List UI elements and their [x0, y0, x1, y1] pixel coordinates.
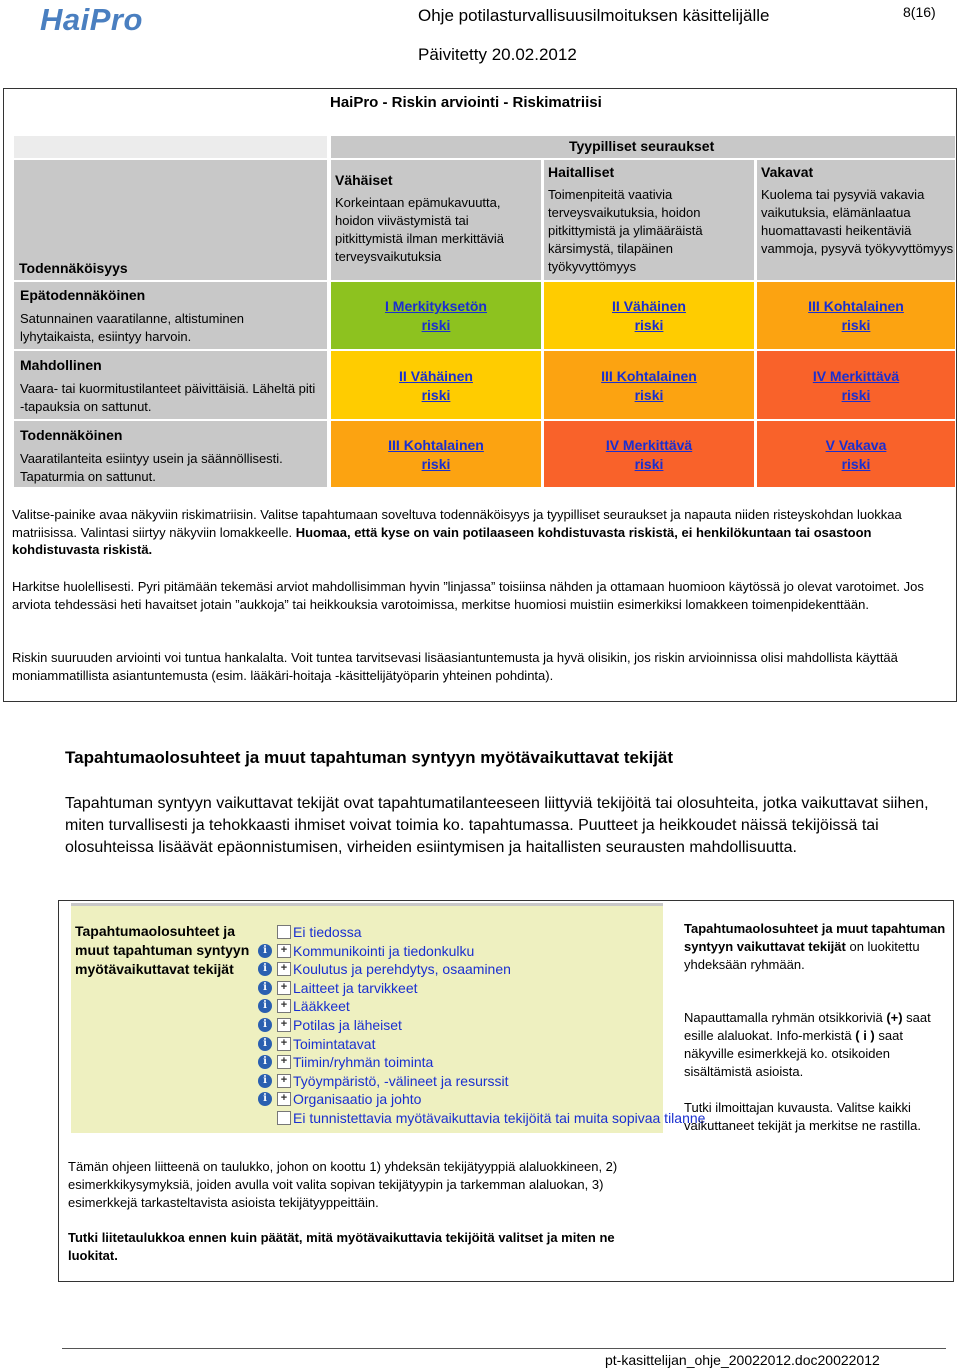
- right-p2-plus: (+): [886, 1010, 903, 1025]
- right-p1-text: on luokitettu yhdeksään ryhmään.: [684, 939, 920, 972]
- factor-option-label[interactable]: Ei tunnistettavia myötävaikuttavia tekijöitä tai muita sopivaa tilanne: [293, 1110, 706, 1126]
- info-icon[interactable]: i: [258, 1074, 272, 1088]
- footer-filename: pt-kasittelijan_ohje_20022012.doc20022012: [605, 1352, 880, 1368]
- risk-cell-r1-c2[interactable]: [544, 282, 754, 349]
- expand-plus-icon[interactable]: +: [277, 1037, 291, 1051]
- row-header-mahdollinen: [14, 351, 327, 419]
- risk-cell-r3-c2[interactable]: [544, 421, 754, 487]
- risk-label[interactable]: riski: [634, 317, 664, 333]
- risk-label[interactable]: riski: [841, 317, 871, 333]
- checkbox[interactable]: [277, 925, 291, 939]
- instruction-note: Huomaa, että kyse on vain potilaaseen kohdistuvasta riskistä, ei henkilökuntaan tai osastoon kohdistuvasta riskistä.: [12, 524, 872, 557]
- risk-cell-r1-c3[interactable]: [757, 282, 955, 349]
- factor-option-label[interactable]: Ei tiedossa: [293, 924, 362, 940]
- risk-level-link[interactable]: IV Merkittävä: [605, 437, 693, 453]
- column-desc: Toimenpiteitä vaativia terveysvaikutuksia, hoidon pitkittymistä ja ylimääräistä kärsimystä, tilapäinen työkyvyttömyys: [548, 187, 703, 274]
- column-header-vahaiset: [331, 160, 541, 280]
- column-desc: Korkeintaan epämukavuutta, hoidon viivästymistä tai pitkittymistä ilman merkittäviä terveysvaikutuksia: [335, 195, 505, 264]
- factor-option-label[interactable]: Kommunikointi ja tiedonkulku: [293, 942, 475, 959]
- risk-level-link[interactable]: III Kohtalainen: [388, 437, 484, 453]
- risk-level-link[interactable]: V Vakava: [825, 437, 887, 453]
- probability-header-cell: [14, 160, 327, 280]
- risk-level-link[interactable]: I Merkityksetön: [385, 298, 487, 314]
- right-p2-a: Napauttamalla ryhmän otsikkoriviä: [684, 1010, 887, 1025]
- consequences-header-cell: [331, 136, 955, 158]
- risk-label[interactable]: riski: [421, 387, 451, 403]
- risk-level-link[interactable]: II Vähäinen: [399, 368, 473, 384]
- risk-label[interactable]: riski: [421, 317, 451, 333]
- right-paragraph-2: [684, 1009, 946, 1081]
- right-p2-e: saat näkyville esimerkkejä ko. otsikoiden sisältämistä asioista.: [684, 1028, 903, 1079]
- risk-label[interactable]: riski: [634, 387, 664, 403]
- row-desc: Satunnainen vaaratilanne, altistuminen lyhytaikaista, esiintyy harvoin.: [20, 311, 245, 344]
- risk-level-link[interactable]: IV Merkittävä: [812, 368, 900, 384]
- factor-option-label[interactable]: Organisaatio ja johto: [293, 1091, 422, 1108]
- row-desc: Vaaratilanteita esiintyy usein ja säännöllisesti. Tapaturmia on sattunut.: [20, 451, 283, 484]
- right-p2-c: saat esille alaluokat. Info-merkistä: [684, 1010, 931, 1043]
- risk-cell-r2-c1[interactable]: [331, 351, 541, 419]
- info-icon[interactable]: i: [258, 981, 272, 995]
- risk-level-link[interactable]: III Kohtalainen: [808, 298, 904, 314]
- expand-plus-icon[interactable]: +: [277, 981, 291, 995]
- factors-panel-title: Tapahtumaolosuhteet ja muut tapahtuman syntyyn myötävaikuttavat tekijät: [75, 923, 250, 977]
- risk-label[interactable]: riski: [841, 387, 871, 403]
- row-title: Todennäköinen: [20, 427, 123, 443]
- document-updated-date: Päivitetty 20.02.2012: [418, 45, 577, 64]
- expand-plus-icon[interactable]: +: [277, 1092, 291, 1106]
- factor-option-label[interactable]: Koulutus ja perehdytys, osaaminen: [293, 961, 511, 978]
- info-icon[interactable]: i: [258, 944, 272, 958]
- row-title: Mahdollinen: [20, 357, 102, 373]
- risk-cell-r2-c3[interactable]: [757, 351, 955, 419]
- consider-paragraph: Harkitse huolellisesti. Pyri pitämään tekemäsi arviot mahdollisimman hyvin ”linjassa” toisiinsa nähden ja ottamaan huomioon käytössä jo olevat varotoimet. Jos arviota tehdessäsi heti havaitset jotain ”aukkoja” tai heikkouksia varotoimissa, merkitse huomiosi muistiin esimerkiksi lomakkeen toimenpidekenttään.: [12, 579, 924, 612]
- expand-plus-icon[interactable]: +: [277, 999, 291, 1013]
- expand-plus-icon[interactable]: +: [277, 1018, 291, 1032]
- row-header-epatodennakoinen: [14, 282, 327, 349]
- instruction-text: Valitse-painike avaa näkyviin riskimatriisin. Valitse tapahtumaan soveltuva todennäköisyys ja tyypilliset seuraukset ja napauta niiden risteyskohdan luokkaa matriisissa. Valintasi siirtyy näkyviin lomakkeelle.: [12, 507, 902, 540]
- column-header-vakavat: [757, 160, 955, 280]
- page-number: 8(16): [903, 4, 936, 20]
- factor-option-label[interactable]: Lääkkeet: [293, 998, 350, 1015]
- probability-header: Todennäköisyys: [19, 260, 128, 276]
- assessment-paragraph: Riskin suuruuden arviointi voi tuntua hankalalta. Voit tuntea tarvitsevasi lisäasiantuntemusta ja hyvä olisikin, jos riskin arvioinnissa olisi mahdollista käyttää moniammatillista asiantuntemusta (esim. lääkäri-hoitaja -käsittelijätyöparin yhteinen pohdinta).: [12, 650, 898, 683]
- matrix-corner: [14, 136, 327, 158]
- right-p1-bold: Tapahtumaolosuhteet ja muut tapahtuman syntyyn vaikuttavat tekijät: [684, 921, 946, 954]
- factor-option-label[interactable]: Tiimin/ryhmän toiminta: [293, 1054, 434, 1071]
- row-header-todennakoinen: [14, 421, 327, 487]
- expand-plus-icon[interactable]: +: [277, 1055, 291, 1069]
- risk-cell-r1-c1[interactable]: [331, 282, 541, 349]
- risk-level-link[interactable]: III Kohtalainen: [601, 368, 697, 384]
- document-title: Ohje potilasturvallisuusilmoituksen käsittelijälle: [418, 6, 770, 25]
- attachment-note: Tutki liitetaulukkoa ennen kuin päätät, mitä myötävaikuttavia tekijöitä valitset ja miten ne luokitat.: [68, 1230, 615, 1263]
- column-title: Vakavat: [761, 164, 814, 180]
- column-title: Vähäiset: [335, 172, 393, 188]
- info-icon[interactable]: i: [258, 1018, 272, 1032]
- checkbox[interactable]: [277, 1111, 291, 1125]
- row-desc: Vaara- tai kuormitustilanteet päivittäisiä. Läheltä piti -tapauksia on sattunut.: [20, 381, 316, 414]
- info-icon[interactable]: i: [258, 999, 272, 1013]
- info-icon[interactable]: i: [258, 1055, 272, 1069]
- attachment-paragraph: Tämän ohjeen liitteenä on taulukko, johon on koottu 1) yhdeksän tekijätyyppiä alaluokkineen, 2) esimerkkikysymyksiä, joiden avulla voit valita sopivan tekijätyypin ja tarkemman alaluokan, 3) esimerkkejä tarkasteltavista asioista tekijätyyppeittäin.: [68, 1159, 618, 1210]
- right-paragraph-1: [684, 920, 946, 974]
- risk-cell-r3-c3[interactable]: [757, 421, 955, 487]
- right-p2-info: ( i ): [855, 1028, 875, 1043]
- column-title: Haitalliset: [548, 164, 615, 180]
- expand-plus-icon[interactable]: +: [277, 1074, 291, 1088]
- column-header-haitalliset: [544, 160, 754, 280]
- factor-option-label[interactable]: Toimintatavat: [293, 1035, 376, 1052]
- risk-label[interactable]: riski: [421, 456, 451, 472]
- haipro-logo: HaiPro: [40, 2, 143, 37]
- factor-option-label[interactable]: Työympäristö, -välineet ja resurssit: [293, 1072, 509, 1089]
- right-paragraph-3: Tutki ilmoittajan kuvausta. Valitse kaikki vaikuttaneet tekijät ja merkitse ne rastilla.: [684, 1100, 921, 1133]
- risk-cell-r2-c2[interactable]: [544, 351, 754, 419]
- section-heading: Tapahtumaolosuhteet ja muut tapahtuman syntyyn myötävaikuttavat tekijät: [65, 748, 674, 767]
- row-title: Epätodennäköinen: [20, 287, 146, 303]
- risk-label[interactable]: riski: [841, 456, 871, 472]
- info-icon[interactable]: i: [258, 1092, 272, 1106]
- info-icon[interactable]: i: [258, 962, 272, 976]
- risk-label[interactable]: riski: [634, 456, 664, 472]
- column-desc: Kuolema tai pysyviä vakavia vaikutuksia, elämänlaatua huomattavasti heikentäviä vammoja, pysyvä työkyvyttömyys: [761, 187, 954, 256]
- expand-plus-icon[interactable]: +: [277, 962, 291, 976]
- expand-plus-icon[interactable]: +: [277, 944, 291, 958]
- matrix-title: HaiPro - Riskin arviointi - Riskimatriisi: [330, 94, 602, 111]
- info-icon[interactable]: i: [258, 1037, 272, 1051]
- risk-level-link[interactable]: II Vähäinen: [612, 298, 686, 314]
- section-paragraph: Tapahtuman syntyyn vaikuttavat tekijät ovat tapahtumatilanteeseen liittyviä tekijöitä tai olosuhteita, jotka vaikuttavat siihen, miten turvallisesti ja tehokkaasti ihmiset voivat toimia ko. tapahtumassa. Puutteet ja heikkoudet näissä tekijöissä tai olosuhteissa lisäävät epäonnistumisen, virheiden esiintymisen ja haitallisten seurausten mahdollisuutta.: [65, 795, 929, 856]
- footer-divider: [62, 1348, 946, 1349]
- factor-option-label[interactable]: Laitteet ja tarvikkeet: [293, 979, 418, 996]
- risk-cell-r3-c1[interactable]: [331, 421, 541, 487]
- matrix-instruction-paragraph: [12, 506, 947, 559]
- factor-option-label[interactable]: Potilas ja läheiset: [293, 1017, 402, 1033]
- consequences-header: Tyypilliset seuraukset: [569, 138, 715, 154]
